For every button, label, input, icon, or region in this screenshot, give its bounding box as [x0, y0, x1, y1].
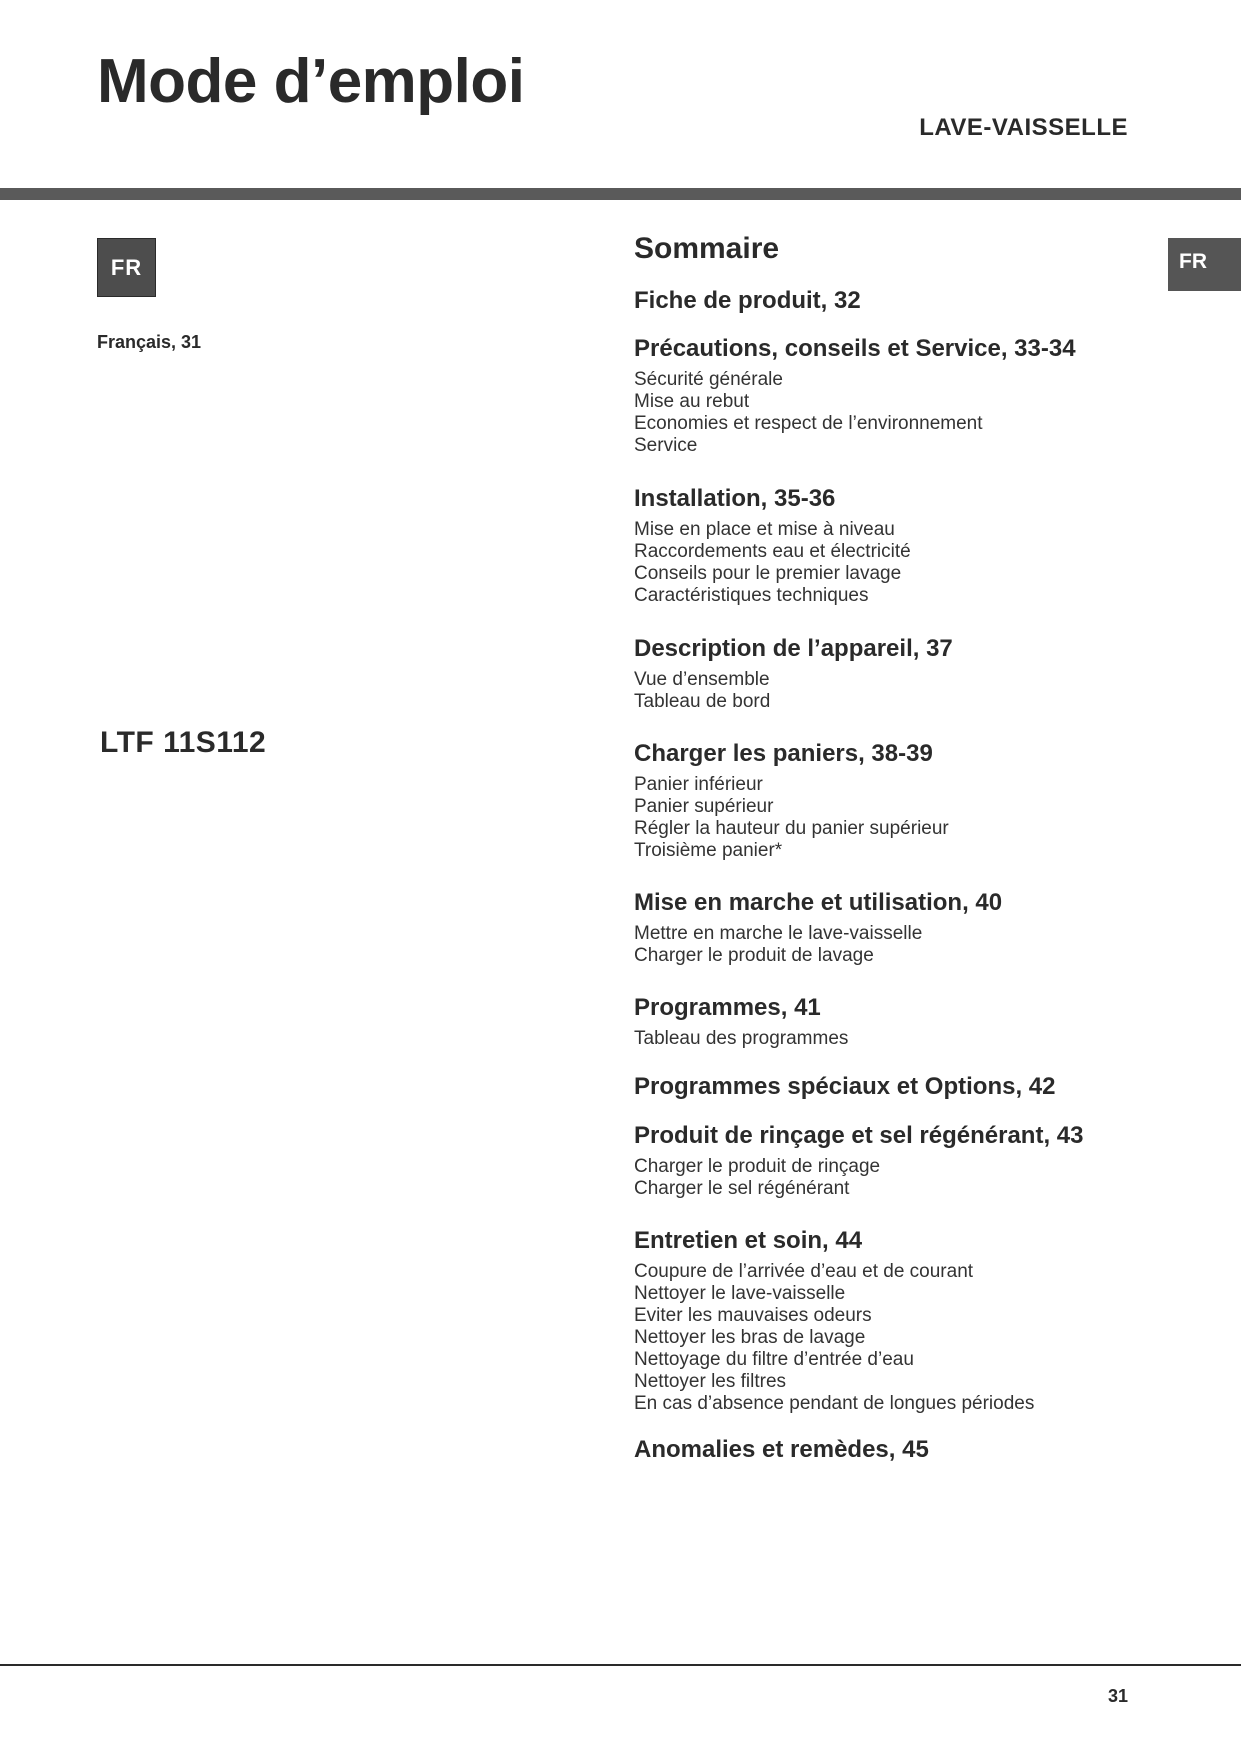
- toc-heading: Fiche de produit, 32: [634, 287, 861, 314]
- toc-heading: Installation, 35-36: [634, 485, 836, 512]
- toc-item: Eviter les mauvaises odeurs: [634, 1305, 872, 1326]
- toc-section: [634, 484, 1154, 607]
- toc-heading: Programmes, 41: [634, 994, 821, 1021]
- toc-section: [634, 739, 1154, 862]
- toc-item: Tableau de bord: [634, 691, 771, 712]
- toc-heading: Charger les paniers, 38-39: [634, 740, 933, 767]
- toc-item: Mise au rebut: [634, 391, 750, 412]
- header-divider: [0, 188, 1241, 200]
- toc-item: Nettoyer les bras de lavage: [634, 1327, 866, 1348]
- toc-title: Sommaire: [634, 232, 780, 265]
- toc-item: Mise en place et mise à niveau: [634, 519, 895, 540]
- product-category: LAVE-VAISSELLE: [919, 114, 1128, 141]
- toc-item: Mettre en marche le lave-vaisselle: [634, 923, 923, 944]
- toc-item: Conseils pour le premier lavage: [634, 563, 902, 584]
- toc-section: [634, 334, 1154, 457]
- toc-item: Tableau des programmes: [634, 1028, 849, 1049]
- toc-section: [634, 1121, 1154, 1200]
- toc-section: [634, 1072, 1154, 1102]
- toc-item: Régler la hauteur du panier supérieur: [634, 818, 949, 839]
- toc-section: [634, 888, 1154, 967]
- toc-item: Panier supérieur: [634, 796, 774, 817]
- toc-item: Charger le sel régénérant: [634, 1178, 850, 1199]
- toc-item: Coupure de l’arrivée d’eau et de courant: [634, 1261, 974, 1282]
- toc-section: [634, 1226, 1154, 1415]
- toc-item: Nettoyage du filtre d’entrée d’eau: [634, 1349, 914, 1370]
- toc-heading: Produit de rinçage et sel régénérant, 43: [634, 1122, 1084, 1149]
- toc-section: [634, 634, 1154, 713]
- toc-item: En cas d’absence pendant de longues périodes: [634, 1393, 1035, 1414]
- toc-heading: Entretien et soin, 44: [634, 1227, 863, 1254]
- toc-heading: Anomalies et remèdes, 45: [634, 1436, 929, 1463]
- toc-section: [634, 286, 1154, 316]
- page-number: 31: [1107, 1686, 1128, 1706]
- toc-item: Panier inférieur: [634, 774, 763, 795]
- toc-heading: Description de l’appareil, 37: [634, 635, 953, 662]
- toc-section: [634, 993, 1154, 1050]
- toc-heading: Précautions, conseils et Service, 33-34: [634, 335, 1076, 362]
- toc-item: Raccordements eau et électricité: [634, 541, 911, 562]
- toc-item: Vue d’ensemble: [634, 669, 770, 690]
- model-number: LTF 11S112: [100, 726, 267, 759]
- toc-item: Economies et respect de l’environnement: [634, 413, 983, 434]
- toc-item: Troisième panier*: [634, 840, 783, 861]
- toc-item: Caractéristiques techniques: [634, 585, 869, 606]
- toc-item: Nettoyer les filtres: [634, 1371, 787, 1392]
- language-index: Français, 31: [97, 332, 202, 352]
- language-side-tab: FR: [1168, 238, 1241, 291]
- toc-section: [634, 1435, 1154, 1465]
- footer-divider: [0, 1664, 1241, 1666]
- toc-item: Nettoyer le lave-vaisselle: [634, 1283, 846, 1304]
- page-title: Mode d’emploi: [97, 47, 525, 116]
- toc-item: Charger le produit de lavage: [634, 945, 874, 966]
- toc-heading: Programmes spéciaux et Options, 42: [634, 1073, 1056, 1100]
- toc-item: Charger le produit de rinçage: [634, 1156, 881, 1177]
- language-badge: FR: [97, 238, 156, 297]
- toc-item: Sécurité générale: [634, 369, 783, 390]
- toc-heading: Mise en marche et utilisation, 40: [634, 889, 1003, 916]
- table-of-contents: [634, 232, 1154, 1465]
- toc-item: Service: [634, 435, 698, 456]
